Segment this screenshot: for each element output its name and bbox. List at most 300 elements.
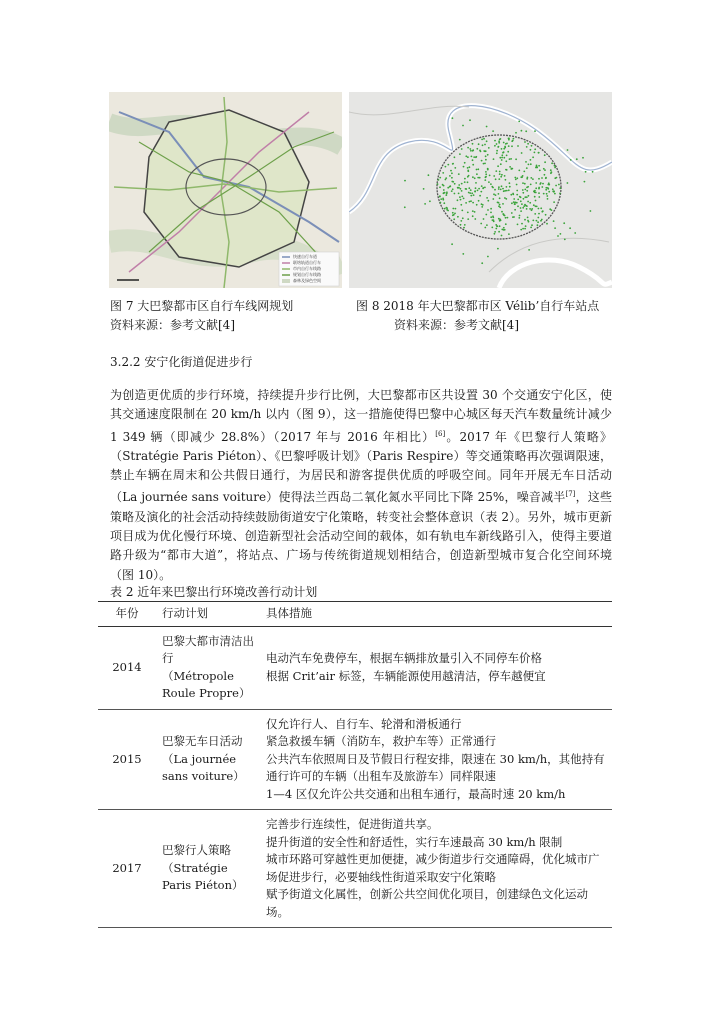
station-dot bbox=[429, 200, 431, 202]
station-dot bbox=[535, 192, 537, 194]
station-dot bbox=[526, 205, 528, 207]
station-dot bbox=[527, 220, 529, 222]
station-dot bbox=[530, 159, 532, 161]
station-dot bbox=[522, 192, 524, 194]
station-dot bbox=[540, 207, 542, 209]
station-dot bbox=[461, 196, 463, 198]
station-dot bbox=[554, 167, 556, 169]
station-dot bbox=[488, 181, 490, 183]
station-dot bbox=[449, 185, 451, 187]
station-dot bbox=[500, 176, 502, 178]
station-dot bbox=[476, 173, 478, 175]
station-dot bbox=[464, 224, 466, 226]
figure-7-source: 资料来源：参考文献[4] bbox=[110, 318, 235, 332]
figure-7-bike-network-map bbox=[109, 92, 342, 288]
station-dot bbox=[525, 225, 527, 227]
station-dot bbox=[478, 143, 480, 145]
station-dot bbox=[524, 204, 526, 206]
station-dot bbox=[507, 217, 509, 219]
figure-8-velib-stations-map bbox=[349, 92, 612, 288]
station-dot bbox=[476, 204, 478, 206]
station-dot bbox=[459, 153, 461, 155]
station-dot bbox=[550, 172, 552, 174]
station-dot bbox=[440, 202, 442, 204]
station-dot bbox=[491, 227, 493, 229]
station-dot bbox=[522, 182, 524, 184]
station-dot bbox=[468, 175, 470, 177]
station-dot bbox=[496, 150, 498, 152]
station-dot bbox=[487, 154, 489, 156]
legend-item: 快速自行车道 bbox=[293, 254, 317, 259]
station-dot bbox=[469, 192, 471, 194]
station-dot bbox=[442, 184, 444, 186]
station-dot bbox=[470, 189, 472, 191]
section-heading: 3.2.2 安宁化街道促进步行 bbox=[110, 355, 253, 369]
station-dot bbox=[576, 158, 578, 160]
station-dot bbox=[481, 160, 483, 162]
station-dot bbox=[485, 155, 487, 157]
station-dot bbox=[468, 187, 470, 189]
station-dot bbox=[449, 175, 451, 177]
station-dot bbox=[535, 205, 537, 207]
cell-plan bbox=[156, 709, 260, 810]
station-dot bbox=[499, 225, 501, 227]
station-dot bbox=[472, 164, 474, 166]
station-dot bbox=[452, 208, 454, 210]
station-dot bbox=[504, 229, 506, 231]
station-dot bbox=[461, 210, 463, 212]
station-dot bbox=[500, 163, 502, 165]
station-dot bbox=[506, 190, 508, 192]
station-dot bbox=[461, 148, 463, 150]
station-dot bbox=[472, 210, 474, 212]
station-dot bbox=[531, 224, 533, 226]
station-dot bbox=[531, 209, 533, 211]
station-dot bbox=[493, 219, 495, 221]
station-dot bbox=[535, 187, 537, 189]
station-dot bbox=[506, 169, 508, 171]
measure-item: 1—4 区仅允许公共交通和出租车通行，最高时速 20 km/h bbox=[266, 786, 566, 801]
station-dot bbox=[501, 159, 503, 161]
station-dot bbox=[534, 196, 536, 198]
station-dot bbox=[501, 185, 503, 187]
station-dot bbox=[494, 189, 496, 191]
station-dot bbox=[538, 213, 540, 215]
station-dot bbox=[451, 177, 453, 179]
station-dot bbox=[538, 178, 540, 180]
station-dot bbox=[520, 210, 522, 212]
station-dot bbox=[485, 171, 487, 173]
station-dot bbox=[472, 143, 474, 145]
plan-name-fr: （Métropole Roule Propre） bbox=[162, 668, 251, 700]
station-dot bbox=[501, 174, 503, 176]
column-header-year: 年份 bbox=[98, 602, 156, 627]
station-dot bbox=[467, 156, 469, 158]
station-dot bbox=[503, 214, 505, 216]
measure-item: 紧急救援车辆（消防车，救护车等）正常通行 bbox=[266, 734, 496, 748]
station-dot bbox=[570, 159, 572, 161]
station-dot bbox=[493, 158, 495, 160]
station-dot bbox=[553, 220, 555, 222]
station-dot bbox=[517, 145, 519, 147]
station-dot bbox=[458, 173, 460, 175]
table-header-row bbox=[98, 602, 612, 627]
station-dot bbox=[518, 170, 520, 172]
station-dot bbox=[482, 144, 484, 146]
station-dot bbox=[511, 145, 513, 147]
station-dot bbox=[460, 188, 462, 190]
station-dot bbox=[501, 211, 503, 213]
station-dot bbox=[423, 188, 425, 190]
station-dot bbox=[506, 186, 508, 188]
station-dot bbox=[527, 143, 529, 145]
station-dot bbox=[521, 152, 523, 154]
station-dot bbox=[554, 165, 556, 167]
station-dot bbox=[483, 150, 485, 152]
station-dot bbox=[478, 188, 480, 190]
station-dot bbox=[498, 146, 500, 148]
cell-plan bbox=[156, 810, 260, 928]
station-dot bbox=[485, 176, 487, 178]
station-dot bbox=[521, 130, 523, 132]
station-dot bbox=[438, 179, 440, 181]
station-dot bbox=[520, 207, 522, 209]
station-dot bbox=[553, 201, 555, 203]
station-dot bbox=[494, 231, 496, 233]
station-dot bbox=[458, 193, 460, 195]
station-dot bbox=[457, 187, 459, 189]
station-dot bbox=[496, 143, 498, 145]
station-dot bbox=[505, 160, 507, 162]
station-dot bbox=[527, 186, 529, 188]
station-dot bbox=[459, 139, 461, 141]
station-dot bbox=[460, 199, 462, 201]
station-dot bbox=[472, 202, 474, 204]
station-dot bbox=[516, 190, 518, 192]
station-dot bbox=[502, 203, 504, 205]
station-dot bbox=[481, 185, 483, 187]
station-dot bbox=[505, 179, 507, 181]
station-dot bbox=[452, 212, 454, 214]
station-dot bbox=[469, 201, 471, 203]
station-dot bbox=[552, 188, 554, 190]
station-dot bbox=[522, 228, 524, 230]
station-dot bbox=[445, 179, 447, 181]
station-dot bbox=[465, 155, 467, 157]
station-dot bbox=[476, 148, 478, 150]
body-paragraph bbox=[110, 386, 612, 585]
station-dot bbox=[499, 139, 501, 141]
station-dot bbox=[475, 187, 477, 189]
station-dot bbox=[454, 156, 456, 158]
station-dot bbox=[542, 183, 544, 185]
station-dot bbox=[463, 227, 465, 229]
station-dot bbox=[539, 170, 541, 172]
station-dot bbox=[543, 168, 545, 170]
station-dot bbox=[518, 217, 520, 219]
station-dot bbox=[451, 190, 453, 192]
station-dot bbox=[470, 200, 472, 202]
station-dot bbox=[499, 157, 501, 159]
station-dot bbox=[525, 130, 527, 132]
station-dot bbox=[545, 214, 547, 216]
station-dot bbox=[544, 174, 546, 176]
station-dot bbox=[507, 151, 509, 153]
station-dot bbox=[534, 152, 536, 154]
station-dot bbox=[514, 203, 516, 205]
station-dot bbox=[540, 182, 542, 184]
station-dot bbox=[483, 218, 485, 220]
station-dot bbox=[481, 262, 483, 264]
station-dot bbox=[454, 183, 456, 185]
station-dot bbox=[501, 235, 503, 237]
station-dot bbox=[494, 145, 496, 147]
station-dot bbox=[465, 202, 467, 204]
station-dot bbox=[490, 208, 492, 210]
table-row bbox=[98, 810, 612, 928]
station-dot bbox=[472, 159, 474, 161]
table-caption: 表 2 近年来巴黎出行环境改善行动计划 bbox=[110, 585, 318, 599]
station-dot bbox=[519, 215, 521, 217]
station-dot bbox=[554, 177, 556, 179]
station-dot bbox=[508, 138, 510, 140]
station-dot bbox=[534, 213, 536, 215]
station-dot bbox=[517, 224, 519, 226]
station-dot bbox=[495, 170, 497, 172]
station-dot bbox=[478, 200, 480, 202]
station-dot bbox=[509, 166, 511, 168]
station-dot bbox=[498, 178, 500, 180]
station-dot bbox=[481, 206, 483, 208]
station-dot bbox=[490, 216, 492, 218]
station-dot bbox=[500, 189, 502, 191]
station-dot bbox=[530, 163, 532, 165]
station-dot bbox=[513, 138, 515, 140]
station-dot bbox=[551, 209, 553, 211]
station-dot bbox=[452, 214, 454, 216]
station-dot bbox=[469, 148, 471, 150]
station-dot bbox=[545, 189, 547, 191]
station-dot bbox=[509, 182, 511, 184]
station-dot bbox=[487, 200, 489, 202]
station-dot bbox=[535, 182, 537, 184]
station-dot bbox=[487, 209, 489, 211]
station-dot bbox=[537, 224, 539, 226]
station-dot bbox=[440, 198, 442, 200]
station-dot bbox=[446, 209, 448, 211]
station-dot bbox=[455, 208, 457, 210]
station-dot bbox=[463, 166, 465, 168]
plan-name: 巴黎无车日活动 bbox=[162, 734, 243, 748]
station-dot bbox=[502, 152, 504, 154]
station-dot bbox=[472, 176, 474, 178]
station-dot bbox=[505, 217, 507, 219]
station-dot bbox=[520, 200, 522, 202]
station-dot bbox=[546, 195, 548, 197]
station-dot bbox=[486, 197, 488, 199]
station-dot bbox=[504, 190, 506, 192]
station-dot bbox=[487, 256, 489, 258]
plan-name: 巴黎大都市清洁出行 bbox=[162, 633, 254, 665]
station-dot bbox=[454, 167, 456, 169]
station-dot bbox=[477, 190, 479, 192]
station-dot bbox=[469, 166, 471, 168]
column-header-plan: 行动计划 bbox=[156, 602, 260, 627]
station-dot bbox=[501, 154, 503, 156]
station-dot bbox=[461, 190, 463, 192]
station-dot bbox=[584, 181, 586, 183]
cell-plan bbox=[156, 626, 260, 709]
station-dot bbox=[503, 157, 505, 159]
plan-name-fr: （Stratégie Paris Piéton） bbox=[162, 860, 244, 893]
station-dot bbox=[585, 171, 587, 173]
station-dot bbox=[496, 152, 498, 154]
station-dot bbox=[534, 190, 536, 192]
station-dot bbox=[451, 243, 453, 245]
station-dot bbox=[443, 189, 445, 191]
station-dot bbox=[515, 179, 517, 181]
station-dot bbox=[446, 191, 448, 193]
station-dot bbox=[590, 210, 592, 212]
station-dot bbox=[526, 167, 528, 169]
station-dot bbox=[467, 167, 469, 169]
station-dot bbox=[452, 188, 454, 190]
station-dot bbox=[498, 205, 500, 207]
station-dot bbox=[534, 148, 536, 150]
station-dot bbox=[439, 177, 441, 179]
station-dot bbox=[452, 163, 454, 165]
station-dot bbox=[541, 211, 543, 213]
station-dot bbox=[484, 179, 486, 181]
station-dot bbox=[559, 187, 561, 189]
reference-marker: [7] bbox=[565, 490, 576, 499]
station-dot bbox=[516, 177, 518, 179]
station-dot bbox=[522, 189, 524, 191]
station-dot bbox=[582, 157, 584, 159]
station-dot bbox=[442, 198, 444, 200]
station-dot bbox=[512, 194, 514, 196]
station-dot bbox=[454, 193, 456, 195]
station-dot bbox=[486, 126, 488, 128]
plan-name: 巴黎行人策略 bbox=[162, 843, 231, 858]
station-dot bbox=[470, 195, 472, 197]
station-dot bbox=[516, 184, 518, 186]
station-dot bbox=[477, 168, 479, 170]
station-dot bbox=[497, 248, 499, 250]
station-dot bbox=[537, 217, 539, 219]
station-dot bbox=[521, 223, 523, 225]
station-dot bbox=[503, 148, 505, 150]
station-dot bbox=[485, 214, 487, 216]
figure-8-source: 资料来源：参考文献[4] bbox=[394, 318, 519, 332]
station-dot bbox=[551, 162, 553, 164]
station-dot bbox=[498, 188, 500, 190]
station-dot bbox=[538, 196, 540, 198]
station-dot bbox=[503, 227, 505, 229]
station-dot bbox=[504, 146, 506, 148]
station-dot bbox=[469, 119, 471, 121]
station-dot bbox=[451, 172, 453, 174]
station-dot bbox=[505, 223, 507, 225]
station-dot bbox=[501, 157, 503, 159]
legend-item: 森林及绿色空间 bbox=[293, 278, 321, 283]
station-dot bbox=[467, 181, 469, 183]
legend-item: 规划自行车线路 bbox=[293, 272, 321, 277]
station-dot bbox=[481, 139, 483, 141]
column-header-measures: 具体措施 bbox=[260, 602, 612, 627]
station-dot bbox=[535, 200, 537, 202]
station-dot bbox=[543, 193, 545, 195]
station-dot bbox=[467, 212, 469, 214]
station-dot bbox=[523, 171, 525, 173]
station-dot bbox=[492, 217, 494, 219]
table-row bbox=[98, 709, 612, 810]
station-dot bbox=[528, 195, 530, 197]
station-dot bbox=[528, 249, 530, 251]
station-dot bbox=[530, 227, 532, 229]
station-dot bbox=[515, 158, 517, 160]
measure-item: 完善步行连续性，促进街道共享。 bbox=[266, 817, 439, 831]
station-dot bbox=[517, 205, 519, 207]
station-dot bbox=[558, 184, 560, 186]
station-dot bbox=[521, 176, 523, 178]
station-dot bbox=[511, 168, 513, 170]
station-dot bbox=[523, 198, 525, 200]
station-dot bbox=[524, 141, 526, 143]
station-dot bbox=[511, 140, 513, 142]
station-dot bbox=[439, 186, 441, 188]
station-dot bbox=[512, 216, 514, 218]
measure-item: 公共汽车依照周日及节假日行程安排，限速在 30 km/h，其他持有通行许可的车辆（出租车及旅游车）同样限速 bbox=[266, 751, 605, 783]
station-dot bbox=[464, 178, 466, 180]
station-dot bbox=[555, 185, 557, 187]
station-dot bbox=[484, 187, 486, 189]
station-dot bbox=[495, 224, 497, 226]
reference-marker: [6] bbox=[435, 429, 446, 438]
station-dot bbox=[450, 170, 452, 172]
station-dot bbox=[526, 196, 528, 198]
legend-item: 联络轨道自行车 bbox=[293, 260, 321, 265]
station-dot bbox=[495, 178, 497, 180]
station-dot bbox=[545, 177, 547, 179]
paragraph-text: ，这些策略及演化的社会活动持续鼓励街道安宁化策略，转变社会整体意识（表 2）。另外，城市更新项目成为优化慢行环境、创造新型社会活动空间的载体，如有轨电车新线路引入，使得主要道路升级为“都市大道”，将站点、广场与传统街道规划相结合，创造新型城市复合化空间环境（图 10）。 bbox=[110, 490, 612, 582]
station-dot bbox=[471, 192, 473, 194]
station-dot bbox=[424, 203, 426, 205]
table-row bbox=[98, 626, 612, 709]
station-dot bbox=[569, 227, 571, 229]
station-dot bbox=[501, 229, 503, 231]
figure-8-caption: 图 8 2018 年大巴黎都市区 Vélib’自行车站点 bbox=[356, 299, 600, 313]
station-dot bbox=[458, 184, 460, 186]
station-dot bbox=[488, 147, 490, 149]
station-dot bbox=[504, 175, 506, 177]
station-dot bbox=[498, 231, 500, 233]
station-dot bbox=[540, 220, 542, 222]
station-dot bbox=[467, 218, 469, 220]
station-dot bbox=[474, 211, 476, 213]
cell-year: 2017 bbox=[98, 810, 156, 928]
station-dot bbox=[499, 197, 501, 199]
station-dot bbox=[492, 198, 494, 200]
station-dot bbox=[559, 193, 561, 195]
station-dot bbox=[484, 227, 486, 229]
station-dot bbox=[522, 207, 524, 209]
station-dot bbox=[506, 155, 508, 157]
station-dot bbox=[567, 149, 569, 151]
station-dot bbox=[479, 195, 481, 197]
station-dot bbox=[527, 201, 529, 203]
station-dot bbox=[475, 182, 477, 184]
